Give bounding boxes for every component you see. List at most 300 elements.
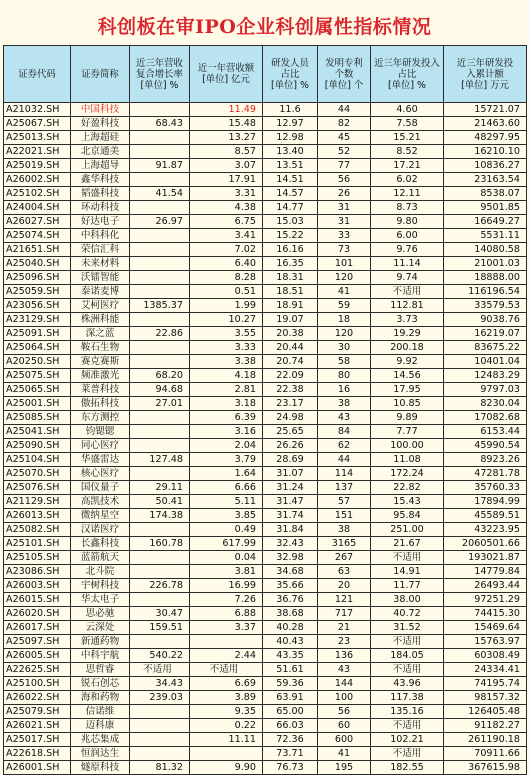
rd-investment-total-cell: 24334.41	[444, 663, 527, 677]
table-row	[4, 103, 527, 117]
revenue-cell: 0.04	[190, 551, 263, 565]
revenue-cagr-cell: 81.32	[130, 761, 190, 775]
patent-count-cell: 84	[318, 425, 371, 439]
rd-investment-total-cell: 15469.64	[444, 621, 527, 635]
rd-investment-ratio-cell: 40.72	[371, 607, 444, 621]
security-name-cell: 长鑫科技	[71, 537, 130, 551]
revenue-cagr-cell: 50.41	[130, 495, 190, 509]
revenue-cagr-cell	[130, 467, 190, 481]
revenue-cagr-cell: 41.54	[130, 187, 190, 201]
patent-count-cell: 57	[318, 495, 371, 509]
table-row	[4, 691, 527, 705]
patent-count-cell: 56	[318, 173, 371, 187]
patent-count-cell: 144	[318, 677, 371, 691]
patent-count-cell: 20	[318, 579, 371, 593]
revenue-cell: 6.40	[190, 257, 263, 271]
revenue-cell: 5.11	[190, 495, 263, 509]
security-code-cell: A22618.SH	[4, 747, 71, 761]
revenue-cell: 4.18	[190, 369, 263, 383]
rd-staff-ratio-cell: 43.35	[263, 649, 318, 663]
revenue-cell: 6.88	[190, 607, 263, 621]
patent-count-cell: 267	[318, 551, 371, 565]
revenue-cell: 3.41	[190, 229, 263, 243]
rd-investment-ratio-cell: 9.80	[371, 215, 444, 229]
column-header-line: 研发人员	[271, 57, 309, 69]
rd-investment-total-cell: 14779.84	[444, 565, 527, 579]
column-header-line: 个数	[334, 68, 354, 80]
rd-staff-ratio-cell: 18.31	[263, 271, 318, 285]
column-header-line: 近三年营收	[136, 57, 183, 69]
revenue-cell: 3.07	[190, 159, 263, 173]
security-name-cell: 海和药物	[71, 691, 130, 705]
security-name-cell: 云深处	[71, 621, 130, 635]
rd-staff-ratio-cell: 31.84	[263, 523, 318, 537]
security-name-cell: 同心医疗	[71, 439, 130, 453]
security-name-cell: 上海超硅	[71, 131, 130, 145]
security-name-cell: 荣信汇科	[71, 243, 130, 257]
table-row	[4, 453, 527, 467]
revenue-cell: 2.44	[190, 649, 263, 663]
security-name-cell: 汉诺医疗	[71, 523, 130, 537]
column-header	[444, 46, 527, 103]
revenue-cell: 6.66	[190, 481, 263, 495]
rd-investment-total-cell: 21001.03	[444, 257, 527, 271]
revenue-cagr-cell	[130, 341, 190, 355]
security-name-cell: 中科科化	[71, 229, 130, 243]
patent-count-cell: 31	[318, 201, 371, 215]
table-row	[4, 145, 527, 159]
patent-count-cell: 43	[318, 411, 371, 425]
rd-investment-ratio-cell: 184.05	[371, 649, 444, 663]
rd-staff-ratio-cell: 14.57	[263, 187, 318, 201]
revenue-cagr-cell: 174.38	[130, 509, 190, 523]
table-row	[4, 467, 527, 481]
rd-staff-ratio-cell: 19.07	[263, 313, 318, 327]
rd-staff-ratio-cell: 20.74	[263, 355, 318, 369]
table-row	[4, 285, 527, 299]
table-row	[4, 621, 527, 635]
table-row	[4, 369, 527, 383]
revenue-cagr-cell: 540.22	[130, 649, 190, 663]
rd-investment-ratio-cell: 95.84	[371, 509, 444, 523]
revenue-cell: 3.79	[190, 453, 263, 467]
rd-investment-ratio-cell: 9.89	[371, 411, 444, 425]
table-row	[4, 397, 527, 411]
table-row	[4, 271, 527, 285]
rd-investment-ratio-cell: 11.77	[371, 579, 444, 593]
security-code-cell: A25017.SH	[4, 733, 71, 747]
revenue-cell: 3.16	[190, 425, 263, 439]
security-name-cell: 株洲科能	[71, 313, 130, 327]
revenue-cell: 11.49	[190, 103, 263, 117]
revenue-cagr-cell	[130, 635, 190, 649]
security-name-cell: 宇树科技	[71, 579, 130, 593]
patent-count-cell: 21	[318, 621, 371, 635]
patent-count-cell: 80	[318, 369, 371, 383]
rd-staff-ratio-cell: 12.98	[263, 131, 318, 145]
revenue-cagr-cell	[130, 285, 190, 299]
revenue-cagr-cell	[130, 551, 190, 565]
table-body	[4, 103, 527, 775]
patent-count-cell: 59	[318, 299, 371, 313]
revenue-cagr-cell: 159.51	[130, 621, 190, 635]
rd-staff-ratio-cell: 18.51	[263, 285, 318, 299]
revenue-cell: 6.39	[190, 411, 263, 425]
patent-count-cell: 195	[318, 761, 371, 775]
revenue-cagr-cell: 91.87	[130, 159, 190, 173]
rd-investment-ratio-cell: 4.60	[371, 103, 444, 117]
rd-staff-ratio-cell: 34.68	[263, 565, 318, 579]
rd-investment-total-cell: 47281.78	[444, 467, 527, 481]
rd-investment-total-cell: 8230.04	[444, 397, 527, 411]
security-code-cell: A25070.SH	[4, 467, 71, 481]
table-row	[4, 439, 527, 453]
security-name-cell: 好达电子	[71, 215, 130, 229]
column-header	[4, 46, 71, 103]
security-code-cell: A25100.SH	[4, 677, 71, 691]
security-code-cell: A25097.SH	[4, 635, 71, 649]
patent-count-cell: 31	[318, 215, 371, 229]
patent-count-cell: 44	[318, 453, 371, 467]
rd-staff-ratio-cell: 18.91	[263, 299, 318, 313]
rd-investment-ratio-cell: 38.00	[371, 593, 444, 607]
table-row	[4, 579, 527, 593]
security-code-cell: A23129.SH	[4, 313, 71, 327]
security-name-cell: 赛克赛斯	[71, 355, 130, 369]
rd-investment-total-cell: 261190.18	[444, 733, 527, 747]
rd-investment-ratio-cell: 172.24	[371, 467, 444, 481]
security-name-cell: 钧锶锶	[71, 425, 130, 439]
table-row	[4, 425, 527, 439]
rd-staff-ratio-cell: 20.44	[263, 341, 318, 355]
revenue-cell: 7.26	[190, 593, 263, 607]
rd-investment-ratio-cell: 12.11	[371, 187, 444, 201]
table-row	[4, 173, 527, 187]
column-header-line: 入累计额	[466, 68, 504, 80]
revenue-cagr-cell	[130, 229, 190, 243]
rd-staff-ratio-cell: 14.51	[263, 173, 318, 187]
rd-staff-ratio-cell: 66.03	[263, 719, 318, 733]
patent-count-cell: 114	[318, 467, 371, 481]
column-header-line: 发明专利	[325, 57, 363, 69]
column-header-line: 复合增长率	[136, 68, 183, 80]
revenue-cell: 13.27	[190, 131, 263, 145]
revenue-cell: 0.49	[190, 523, 263, 537]
rd-staff-ratio-cell: 72.36	[263, 733, 318, 747]
rd-staff-ratio-cell: 35.66	[263, 579, 318, 593]
security-code-cell: A25079.SH	[4, 705, 71, 719]
patent-count-cell: 120	[318, 327, 371, 341]
rd-investment-total-cell: 193021.87	[444, 551, 527, 565]
revenue-cagr-cell	[130, 145, 190, 159]
rd-staff-ratio-cell: 20.38	[263, 327, 318, 341]
security-code-cell: A26003.SH	[4, 579, 71, 593]
security-code-cell: A26002.SH	[4, 173, 71, 187]
table-row	[4, 523, 527, 537]
revenue-cell: 2.81	[190, 383, 263, 397]
patent-count-cell: 58	[318, 355, 371, 369]
revenue-cell: 11.11	[190, 733, 263, 747]
rd-investment-ratio-cell: 14.56	[371, 369, 444, 383]
patent-count-cell: 38	[318, 397, 371, 411]
patent-count-cell: 18	[318, 313, 371, 327]
rd-investment-ratio-cell: 102.21	[371, 733, 444, 747]
revenue-cell	[190, 747, 263, 761]
rd-investment-total-cell: 16649.27	[444, 215, 527, 229]
security-name-cell: 国仪量子	[71, 481, 130, 495]
rd-staff-ratio-cell: 40.43	[263, 635, 318, 649]
rd-investment-ratio-cell: 不适用	[371, 719, 444, 733]
rd-staff-ratio-cell: 31.24	[263, 481, 318, 495]
revenue-cell: 6.75	[190, 215, 263, 229]
revenue-cell: 8.57	[190, 145, 263, 159]
revenue-cell: 1.99	[190, 299, 263, 313]
patent-count-cell: 3165	[318, 537, 371, 551]
revenue-cagr-cell	[130, 523, 190, 537]
revenue-cagr-cell	[130, 719, 190, 733]
security-code-cell: A23056.SH	[4, 299, 71, 313]
rd-investment-ratio-cell: 9.74	[371, 271, 444, 285]
rd-staff-ratio-cell: 23.17	[263, 397, 318, 411]
security-code-cell: A25041.SH	[4, 425, 71, 439]
rd-investment-ratio-cell: 100.00	[371, 439, 444, 453]
security-code-cell: A25101.SH	[4, 537, 71, 551]
patent-count-cell: 23	[318, 635, 371, 649]
rd-staff-ratio-cell: 31.07	[263, 467, 318, 481]
security-name-cell: 北斗院	[71, 565, 130, 579]
table-row	[4, 229, 527, 243]
revenue-cagr-cell: 27.01	[130, 397, 190, 411]
security-code-cell: A25067.SH	[4, 117, 71, 131]
rd-investment-ratio-cell: 135.16	[371, 705, 444, 719]
rd-investment-total-cell: 45990.54	[444, 439, 527, 453]
rd-staff-ratio-cell: 63.91	[263, 691, 318, 705]
rd-investment-total-cell: 9501.85	[444, 201, 527, 215]
rd-investment-total-cell: 23163.54	[444, 173, 527, 187]
patent-count-cell: 120	[318, 271, 371, 285]
security-name-cell: 深之蓝	[71, 327, 130, 341]
rd-investment-total-cell: 10836.27	[444, 159, 527, 173]
table-row	[4, 677, 527, 691]
rd-staff-ratio-cell: 22.38	[263, 383, 318, 397]
rd-investment-total-cell: 126405.48	[444, 705, 527, 719]
column-header-line: 近三年研发投	[456, 57, 514, 69]
rd-investment-total-cell: 70911.66	[444, 747, 527, 761]
column-header-line: [单位] 个	[324, 79, 364, 91]
rd-investment-total-cell: 43223.95	[444, 523, 527, 537]
table-row	[4, 117, 527, 131]
rd-investment-ratio-cell: 6.00	[371, 229, 444, 243]
revenue-cagr-cell: 68.43	[130, 117, 190, 131]
security-code-cell: A25091.SH	[4, 327, 71, 341]
rd-staff-ratio-cell: 13.51	[263, 159, 318, 173]
revenue-cagr-cell	[130, 131, 190, 145]
rd-investment-ratio-cell: 不适用	[371, 747, 444, 761]
security-name-cell: 微纳星空	[71, 509, 130, 523]
table-header-row	[4, 46, 527, 103]
revenue-cagr-cell	[130, 257, 190, 271]
column-header	[318, 46, 371, 103]
revenue-cagr-cell	[130, 243, 190, 257]
page-title: 科创板在审IPO企业科创属性指标情况	[97, 16, 432, 38]
rd-staff-ratio-cell: 38.68	[263, 607, 318, 621]
revenue-cagr-cell: 226.78	[130, 579, 190, 593]
table-row	[4, 747, 527, 761]
security-code-cell: A25064.SH	[4, 341, 71, 355]
table-row	[4, 495, 527, 509]
revenue-cell: 0.22	[190, 719, 263, 733]
revenue-cell: 9.35	[190, 705, 263, 719]
security-code-cell: A21032.SH	[4, 103, 71, 117]
table-row	[4, 131, 527, 145]
rd-staff-ratio-cell: 11.6	[263, 103, 318, 117]
rd-staff-ratio-cell: 32.98	[263, 551, 318, 565]
rd-investment-total-cell: 6153.44	[444, 425, 527, 439]
revenue-cagr-cell	[130, 103, 190, 117]
rd-investment-total-cell: 48297.95	[444, 131, 527, 145]
security-name-cell: 傲拓科技	[71, 397, 130, 411]
security-name-cell: 中国科技	[71, 103, 130, 117]
rd-investment-ratio-cell: 43.96	[371, 677, 444, 691]
security-name-cell: 恒润达生	[71, 747, 130, 761]
rd-investment-total-cell: 5531.11	[444, 229, 527, 243]
revenue-cagr-cell	[130, 747, 190, 761]
table-row	[4, 187, 527, 201]
security-code-cell: A20250.SH	[4, 355, 71, 369]
rd-investment-total-cell: 8538.07	[444, 187, 527, 201]
rd-staff-ratio-cell: 31.47	[263, 495, 318, 509]
security-code-cell: A25082.SH	[4, 523, 71, 537]
rd-investment-total-cell: 15763.97	[444, 635, 527, 649]
rd-investment-total-cell: 83675.22	[444, 341, 527, 355]
rd-investment-ratio-cell: 22.82	[371, 481, 444, 495]
security-name-cell: 思必驰	[71, 607, 130, 621]
security-name-cell: 鞍石生物	[71, 341, 130, 355]
revenue-cell: 1.64	[190, 467, 263, 481]
rd-staff-ratio-cell: 28.69	[263, 453, 318, 467]
column-header-line: [单位] %	[140, 79, 179, 91]
security-name-cell: 韬盛科技	[71, 187, 130, 201]
revenue-cagr-cell: 22.86	[130, 327, 190, 341]
rd-staff-ratio-cell: 16.35	[263, 257, 318, 271]
patent-count-cell: 44	[318, 103, 371, 117]
rd-investment-total-cell: 16210.10	[444, 145, 527, 159]
security-code-cell: A25001.SH	[4, 397, 71, 411]
patent-count-cell: 43	[318, 663, 371, 677]
column-header-line: 占比	[280, 68, 300, 80]
rd-investment-ratio-cell: 9.76	[371, 243, 444, 257]
security-code-cell: A26021.SH	[4, 719, 71, 733]
rd-investment-total-cell: 98157.32	[444, 691, 527, 705]
rd-investment-ratio-cell: 7.77	[371, 425, 444, 439]
security-code-cell: A24004.SH	[4, 201, 71, 215]
rd-investment-ratio-cell: 不适用	[371, 285, 444, 299]
revenue-cell: 0.51	[190, 285, 263, 299]
rd-investment-ratio-cell: 7.58	[371, 117, 444, 131]
table-row	[4, 663, 527, 677]
revenue-cell: 3.33	[190, 341, 263, 355]
patent-count-cell: 38	[318, 523, 371, 537]
patent-count-cell: 600	[318, 733, 371, 747]
rd-investment-total-cell: 26493.44	[444, 579, 527, 593]
rd-investment-total-cell: 16219.07	[444, 327, 527, 341]
rd-investment-total-cell: 8923.26	[444, 453, 527, 467]
patent-count-cell: 45	[318, 131, 371, 145]
table-row	[4, 705, 527, 719]
revenue-cell: 3.55	[190, 327, 263, 341]
table-row	[4, 509, 527, 523]
rd-investment-ratio-cell: 8.52	[371, 145, 444, 159]
security-code-cell: A25074.SH	[4, 229, 71, 243]
revenue-cell: 3.81	[190, 565, 263, 579]
rd-investment-ratio-cell: 15.43	[371, 495, 444, 509]
rd-investment-ratio-cell: 不适用	[371, 635, 444, 649]
rd-investment-ratio-cell: 6.02	[371, 173, 444, 187]
security-code-cell: A23086.SH	[4, 565, 71, 579]
revenue-cagr-cell	[130, 733, 190, 747]
table-row	[4, 313, 527, 327]
revenue-cagr-cell: 30.47	[130, 607, 190, 621]
rd-staff-ratio-cell: 12.97	[263, 117, 318, 131]
column-header	[190, 46, 263, 103]
rd-staff-ratio-cell: 25.65	[263, 425, 318, 439]
security-code-cell: A25076.SH	[4, 481, 71, 495]
column-header	[371, 46, 444, 103]
table-row	[4, 593, 527, 607]
table-row	[4, 201, 527, 215]
patent-count-cell: 100	[318, 691, 371, 705]
rd-investment-ratio-cell: 14.91	[371, 565, 444, 579]
security-code-cell: A25090.SH	[4, 439, 71, 453]
revenue-cell: 4.38	[190, 201, 263, 215]
security-name-cell: 频准激光	[71, 369, 130, 383]
table-row	[4, 761, 527, 775]
security-name-cell: 北京通美	[71, 145, 130, 159]
security-name-cell: 好盈科技	[71, 117, 130, 131]
security-code-cell: A22021.SH	[4, 145, 71, 159]
patent-count-cell: 63	[318, 565, 371, 579]
revenue-cell: 7.02	[190, 243, 263, 257]
rd-investment-total-cell: 45589.51	[444, 509, 527, 523]
rd-investment-ratio-cell: 112.81	[371, 299, 444, 313]
revenue-cagr-cell: 不适用	[130, 663, 190, 677]
rd-investment-total-cell: 9038.76	[444, 313, 527, 327]
rd-investment-ratio-cell: 117.38	[371, 691, 444, 705]
column-header-line: 近三年研发投入	[374, 57, 440, 69]
rd-investment-total-cell: 9797.03	[444, 383, 527, 397]
revenue-cagr-cell: 29.11	[130, 481, 190, 495]
rd-staff-ratio-cell: 26.26	[263, 439, 318, 453]
rd-investment-total-cell: 15721.07	[444, 103, 527, 117]
security-name-cell: 未来材料	[71, 257, 130, 271]
rd-investment-ratio-cell: 17.95	[371, 383, 444, 397]
rd-staff-ratio-cell: 59.36	[263, 677, 318, 691]
revenue-cagr-cell	[130, 411, 190, 425]
security-code-cell: A25075.SH	[4, 369, 71, 383]
security-code-cell: A26027.SH	[4, 215, 71, 229]
rd-investment-total-cell: 91182.27	[444, 719, 527, 733]
security-name-cell: 核心医疗	[71, 467, 130, 481]
security-name-cell: 思哲睿	[71, 663, 130, 677]
security-code-cell: A25019.SH	[4, 159, 71, 173]
patent-count-cell: 52	[318, 145, 371, 159]
revenue-cagr-cell: 239.03	[130, 691, 190, 705]
rd-staff-ratio-cell: 76.73	[263, 761, 318, 775]
security-code-cell: A26020.SH	[4, 607, 71, 621]
revenue-cell: 8.28	[190, 271, 263, 285]
security-name-cell: 华盛雷达	[71, 453, 130, 467]
rd-investment-ratio-cell: 11.14	[371, 257, 444, 271]
